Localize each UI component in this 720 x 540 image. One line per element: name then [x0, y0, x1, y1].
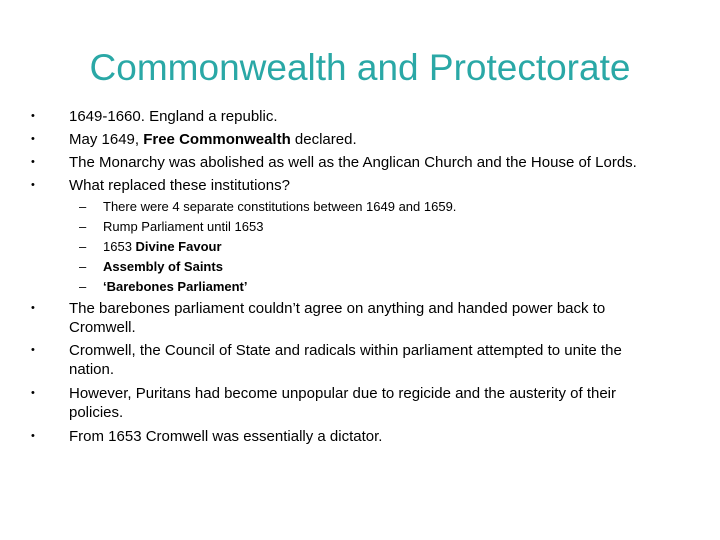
dash-icon: –: [79, 259, 87, 274]
sub-bullet-text: Assembly of Saints: [103, 259, 223, 274]
slide-title: Commonwealth and Protectorate: [89, 47, 631, 88]
bullet-icon: •: [31, 133, 35, 145]
bullet-icon: •: [31, 156, 35, 168]
bullet-text: However, Puritans had become unpopular due to regicide and the austerity of their policies.: [69, 385, 617, 421]
dash-icon: –: [79, 199, 87, 214]
dash-icon: –: [79, 219, 87, 234]
sub-bullet-text: 1653 Divine Favour: [103, 239, 222, 254]
sub-bullet-text: ‘Barebones Parliament’: [103, 279, 248, 294]
sub-bullet-text: There were 4 separate constitutions between 1649 and 1659.: [103, 199, 457, 214]
sub-bullet-text: Rump Parliament until 1653: [103, 219, 264, 234]
bullet-text: Cromwell, the Council of State and radicals within parliament attempted to unite the nation.: [69, 342, 622, 378]
bullet-text: The Monarchy was abolished as well as the Anglican Church and the House of Lords.: [69, 154, 637, 171]
bullet-text: The barebones parliament couldn’t agree on anything and handed power back to Cromwell.: [69, 300, 606, 336]
bold-term: Free Commonwealth: [143, 131, 291, 148]
bullet-icon: •: [31, 430, 35, 442]
bullet-text: What replaced these institutions?: [69, 177, 290, 194]
bullet-icon: •: [31, 302, 35, 314]
bullet-icon: •: [31, 179, 35, 191]
bullet-icon: •: [31, 387, 35, 399]
bullet-icon: •: [31, 110, 35, 122]
bullet-text: From 1653 Cromwell was essentially a dictator.: [69, 428, 383, 445]
dash-icon: –: [79, 239, 87, 254]
dash-icon: –: [79, 279, 87, 294]
bullet-text: 1649-1660. England a republic.: [69, 108, 278, 125]
bullet-icon: •: [31, 344, 35, 356]
bullet-text: May 1649, Free Commonwealth declared.: [69, 131, 357, 148]
